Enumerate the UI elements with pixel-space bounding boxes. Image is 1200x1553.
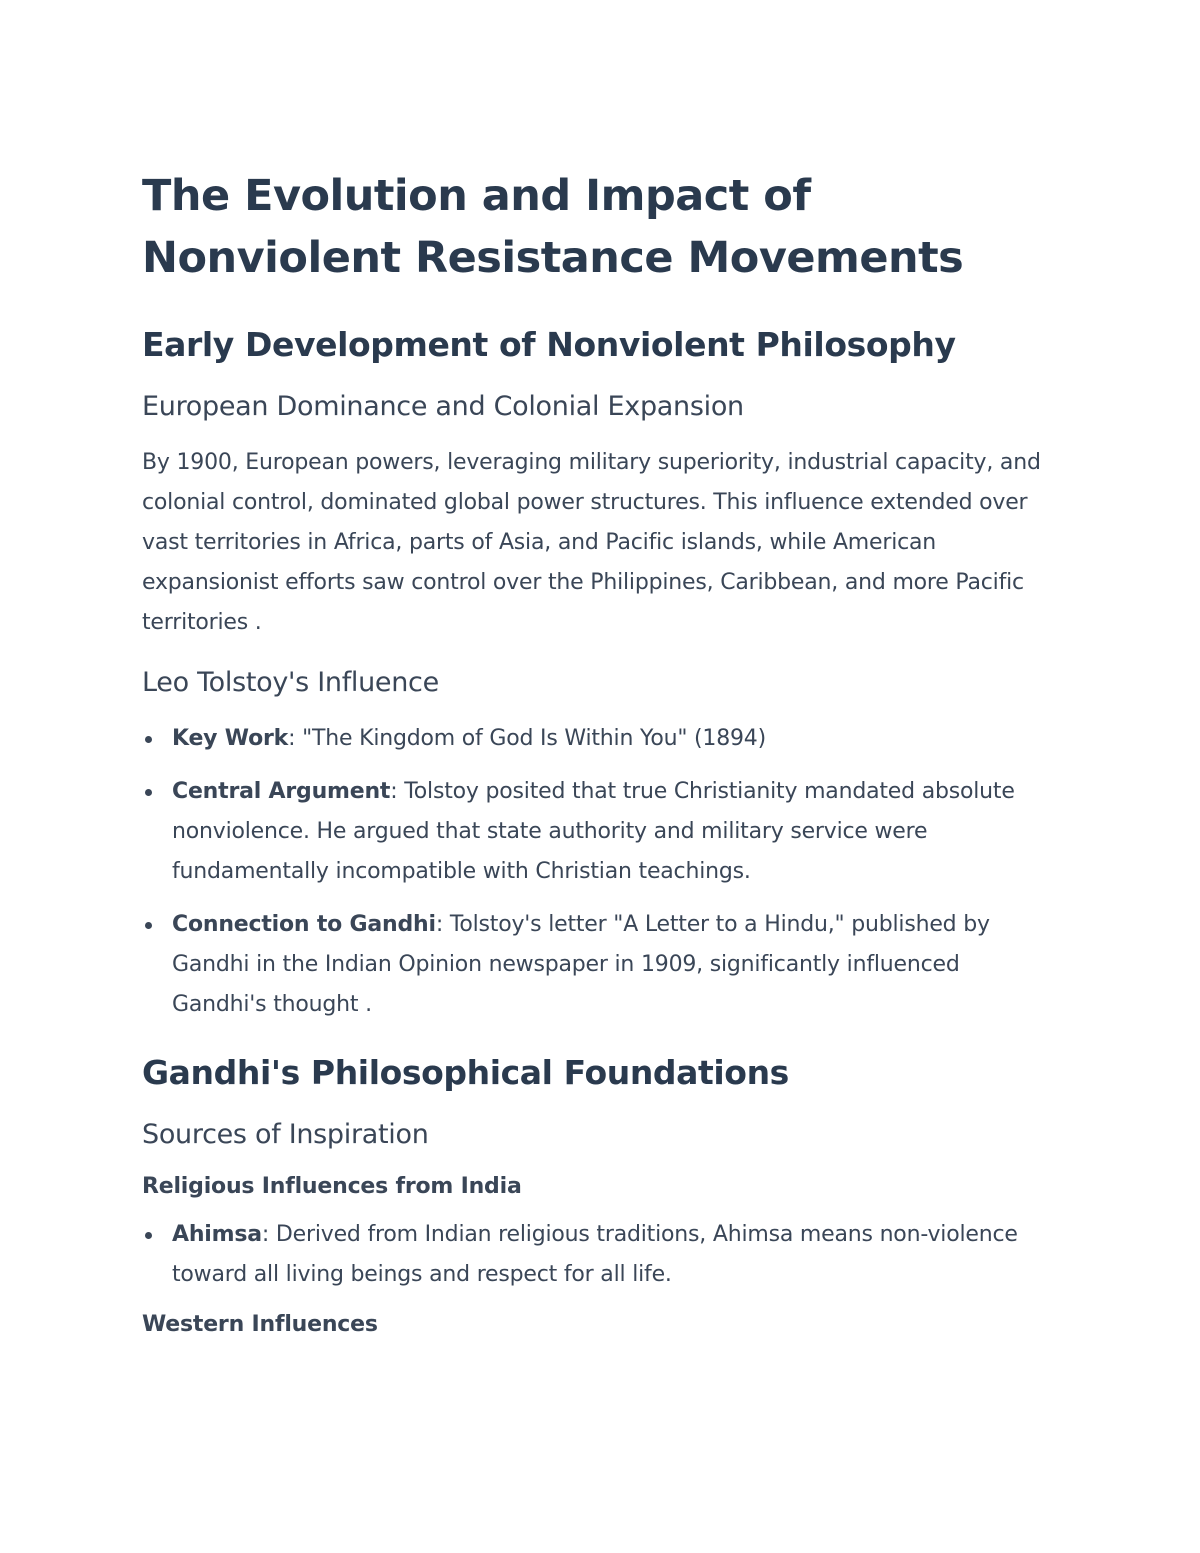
subsection-heading-tolstoy: Leo Tolstoy's Influence (142, 667, 439, 698)
bullet-icon (145, 1232, 152, 1239)
list-item-term: Ahimsa (172, 1222, 262, 1247)
bullet-icon (145, 736, 152, 743)
paragraph-european-dominance: By 1900, European powers, leveraging military superiority, industrial capacity, and colonial control, dominated global power structures. This influence extended over vast territories in Africa, parts of Asia, and Pacific islands, while American expansionist efforts saw control over the Philippines, Caribbean, and more Pacific territories . (142, 450, 1041, 635)
list-item (142, 772, 1042, 892)
section-heading-early-development: Early Development of Nonviolent Philosophy (142, 325, 956, 364)
subsection-heading-european-dominance: European Dominance and Colonial Expansion (142, 391, 744, 422)
subsection-heading-sources: Sources of Inspiration (142, 1119, 429, 1150)
list-item (142, 1215, 1042, 1295)
document-title: The Evolution and Impact of Nonviolent Resistance Movements (142, 171, 964, 283)
group-heading-western-influences: Western Influences (142, 1312, 378, 1337)
list-item-term: Connection to Gandhi (172, 912, 436, 937)
list-item (142, 905, 1042, 1025)
list-item-text: : Tolstoy's letter "A Letter to a Hindu," published by Gandhi in the Indian Opinion newspaper in 1909, significantly influenced Gandhi's thought . (172, 912, 990, 1017)
tolstoy-list (142, 719, 1042, 1025)
document-page (142, 165, 1042, 1341)
list-item-text: : "The Kingdom of God Is Within You" (1894) (288, 726, 766, 751)
list-item-text: : Tolstoy posited that true Christianity mandated absolute nonviolence. He argued that state authority and military service were fundamentally incompatible with Christian teachings. (172, 779, 1015, 884)
list-item-term: Key Work (172, 726, 289, 751)
list-item (142, 719, 1042, 759)
section-heading-gandhi-foundations: Gandhi's Philosophical Foundations (142, 1053, 789, 1092)
ahimsa-list (142, 1215, 1042, 1295)
bullet-icon (145, 922, 152, 929)
bullet-icon (145, 789, 152, 796)
group-heading-religious-influences: Religious Influences from India (142, 1174, 522, 1199)
list-item-text: : Derived from Indian religious traditions, Ahimsa means non-violence toward all living beings and respect for all life. (172, 1222, 1018, 1287)
list-item-term: Central Argument (172, 779, 391, 804)
